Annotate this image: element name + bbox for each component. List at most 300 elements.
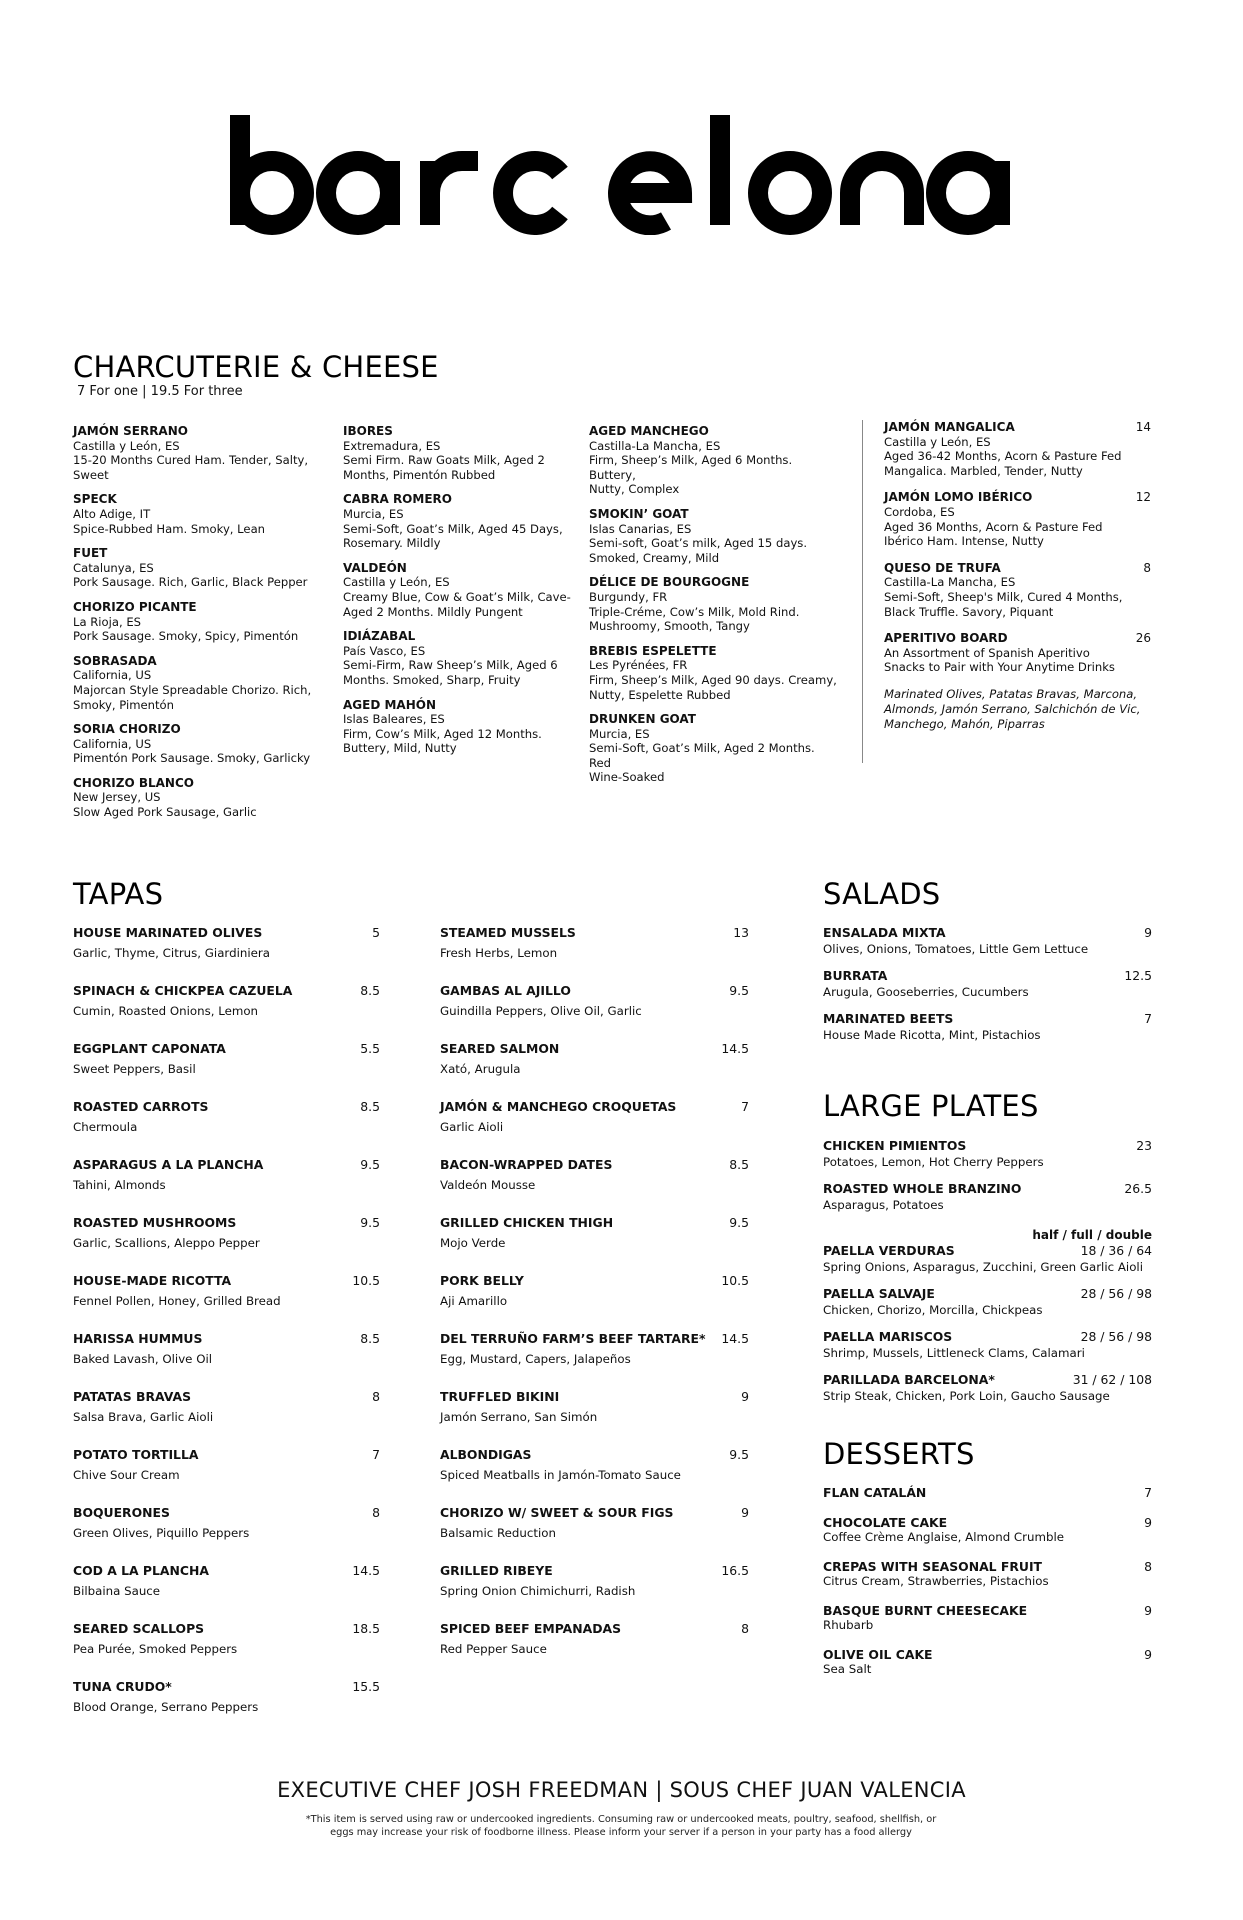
aperitivo-contents	[884, 687, 1151, 732]
item-detail: Buttery, Mild, Nutty	[343, 741, 457, 756]
item-price: 8.5	[360, 983, 380, 998]
charcuterie-item	[884, 561, 1151, 619]
menu-item	[440, 1215, 749, 1273]
item-price: 5	[372, 925, 380, 940]
item-name: SEARED SCALLOPS	[73, 1621, 205, 1636]
item-header	[73, 1215, 380, 1230]
menu-item	[73, 1505, 380, 1563]
item-detail: Aged 36 Months, Acorn & Pasture Fed	[884, 519, 1103, 534]
item-header	[823, 1485, 1152, 1500]
item-price: 9	[1144, 1515, 1152, 1530]
item-description: Olives, Onions, Tomatoes, Little Gem Lettuce	[823, 942, 1089, 956]
item-header	[823, 1603, 1152, 1618]
item-name: ENSALADA MIXTA	[823, 925, 946, 940]
item-name: CABRA ROMERO	[343, 492, 452, 507]
menu-item	[823, 1329, 1152, 1360]
item-name: HOUSE-MADE RICOTTA	[73, 1273, 232, 1288]
item-name: FLAN CATALÁN	[823, 1485, 927, 1500]
item-detail: California, US	[73, 668, 152, 683]
item-description: Sweet Peppers, Basil	[73, 1062, 196, 1076]
menu-item	[823, 1243, 1152, 1274]
item-name: DÉLICE DE BOURGOGNE	[589, 575, 750, 590]
item-detail: Wine-Soaked	[589, 770, 665, 785]
item-name: SMOKIN’ GOAT	[589, 506, 689, 521]
menu-item	[440, 1447, 749, 1505]
item-header	[823, 1515, 1152, 1530]
menu-item	[73, 1621, 380, 1679]
item-detail: Murcia, ES	[343, 506, 404, 521]
item-detail: Rosemary. Mildly	[343, 536, 441, 551]
item-detail: Extremadura, ES	[343, 438, 441, 453]
disclaimer-line-1: *This item is served using raw or undercooked ingredients. Consuming raw or undercooked meats, poultry, seafood, shellfish, or	[305, 1814, 937, 1825]
item-name: CHOCOLATE CAKE	[823, 1515, 948, 1530]
item-header	[823, 1559, 1152, 1574]
item-header	[823, 1181, 1152, 1196]
item-header	[440, 925, 749, 940]
item-header	[823, 1243, 1152, 1258]
menu-item	[73, 1563, 380, 1621]
item-description: Shrimp, Mussels, Littleneck Clams, Calamari	[823, 1346, 1085, 1360]
aperitivo-detail: Almonds, Jamón Serrano, Salchichón de Vic,	[884, 701, 1141, 716]
item-name: GRILLED CHICKEN THIGH	[440, 1215, 614, 1230]
item-description: Potatoes, Lemon, Hot Cherry Peppers	[823, 1155, 1044, 1169]
menu-item	[823, 1181, 1152, 1212]
item-price: 8	[372, 1389, 380, 1404]
item-detail: Castilla-La Mancha, ES	[884, 575, 1016, 590]
item-price: 8	[1144, 1559, 1152, 1574]
item-detail: Cordoba, ES	[884, 504, 955, 519]
item-header	[73, 1041, 380, 1056]
item-detail: Triple-Créme, Cow’s Milk, Mold Rind.	[589, 604, 800, 619]
item-header	[440, 1389, 749, 1404]
item-name: QUESO DE TRUFA	[884, 560, 1001, 575]
item-header	[823, 1372, 1152, 1387]
menu-item	[823, 1559, 1152, 1588]
item-header	[73, 1099, 380, 1114]
item-price: 8	[1143, 560, 1151, 575]
item-header	[884, 561, 1151, 576]
item-description: Chive Sour Cream	[73, 1468, 180, 1482]
item-name: EGGPLANT CAPONATA	[73, 1041, 226, 1056]
item-detail: Alto Adige, IT	[73, 506, 151, 521]
item-description: Fennel Pollen, Honey, Grilled Bread	[73, 1294, 281, 1308]
charcuterie-title: CHARCUTERIE & CHEESE	[73, 350, 439, 384]
menu-item	[73, 1389, 380, 1447]
item-name: CHICKEN PIMIENTOS	[823, 1138, 967, 1153]
aperitivo-detail: Manchego, Mahón, Piparras	[884, 716, 1045, 731]
item-price: 7	[1144, 1011, 1152, 1026]
item-header	[884, 420, 1151, 435]
menu-item	[440, 1157, 749, 1215]
item-description: Coffee Crème Anglaise, Almond Crumble	[823, 1530, 1065, 1544]
item-header	[73, 1157, 380, 1172]
desserts-list	[823, 1485, 1152, 1691]
item-name: ROASTED WHOLE BRANZINO	[823, 1181, 1022, 1196]
item-detail: Castilla y León, ES	[73, 438, 180, 453]
charcuterie-item	[884, 420, 1151, 478]
item-detail: Smoky, Pimentón	[73, 697, 174, 712]
item-header	[884, 490, 1151, 505]
item-description: Balsamic Reduction	[440, 1526, 556, 1540]
item-detail: New Jersey, US	[73, 790, 161, 805]
item-name: HOUSE MARINATED OLIVES	[73, 925, 263, 940]
aperitivo-detail: Marinated Olives, Patatas Bravas, Marcona,	[884, 686, 1138, 701]
item-header	[823, 1138, 1152, 1153]
item-detail: Catalunya, ES	[73, 560, 154, 575]
item-header	[440, 1447, 749, 1462]
item-header	[823, 1011, 1152, 1026]
item-header	[73, 1505, 380, 1520]
tapas-title: TAPAS	[73, 877, 164, 911]
item-price: 9.5	[729, 1447, 749, 1462]
menu-item	[440, 983, 749, 1041]
item-name: CHORIZO W/ SWEET & SOUR FIGS	[440, 1505, 674, 1520]
item-detail: Firm, Sheep’s Milk, Aged 90 days. Creamy,	[589, 672, 837, 687]
item-detail: Semi-Firm, Raw Sheep’s Milk, Aged 6	[343, 658, 558, 673]
item-detail: Pimentón Pork Sausage. Smoky, Garlicky	[73, 751, 311, 766]
item-name: BASQUE BURNT CHEESECAKE	[823, 1603, 1028, 1618]
item-detail: Aged 2 Months. Mildly Pungent	[343, 604, 523, 619]
item-description: Blood Orange, Serrano Peppers	[73, 1700, 259, 1714]
charcuterie-item	[73, 722, 313, 766]
item-detail: Spice-Rubbed Ham. Smoky, Lean	[73, 521, 266, 536]
item-description: Valdeón Mousse	[440, 1178, 536, 1192]
menu-item	[440, 1099, 749, 1157]
item-detail: Nutty, Espelette Rubbed	[589, 687, 731, 702]
item-header	[73, 925, 380, 940]
charcuterie-item	[343, 424, 578, 482]
item-header	[823, 1647, 1152, 1662]
item-header	[73, 983, 380, 998]
item-detail: Slow Aged Pork Sausage, Garlic	[73, 805, 257, 820]
item-price: 28 / 56 / 98	[1080, 1329, 1152, 1344]
item-name: GRILLED RIBEYE	[440, 1563, 553, 1578]
item-description: Egg, Mustard, Capers, Jalapeños	[440, 1352, 631, 1366]
item-price: 8	[741, 1621, 749, 1636]
item-name: GAMBAS AL AJILLO	[440, 983, 571, 998]
item-price: 9	[741, 1505, 749, 1520]
item-detail: 15-20 Months Cured Ham. Tender, Salty,	[73, 453, 309, 468]
item-header	[440, 1041, 749, 1056]
item-name: JAMÓN SERRANO	[73, 424, 188, 438]
item-name: DEL TERRUÑO FARM’S BEEF TARTARE*	[440, 1331, 706, 1346]
item-header	[823, 1329, 1152, 1344]
charcuterie-column-1	[73, 424, 313, 830]
item-detail: País Vasco, ES	[343, 643, 426, 658]
item-description: Arugula, Gooseberries, Cucumbers	[823, 985, 1029, 999]
item-header	[73, 1389, 380, 1404]
item-header	[440, 1157, 749, 1172]
charcuterie-subtitle: 7 For one | 19.5 For three	[77, 384, 243, 399]
menu-item	[823, 925, 1152, 956]
item-header	[440, 1331, 749, 1346]
item-price: 14	[1135, 420, 1151, 434]
charcuterie-item	[343, 492, 578, 550]
item-header	[884, 631, 1151, 646]
item-detail: Smoked, Creamy, Mild	[589, 550, 720, 565]
item-name: AGED MAHÓN	[343, 697, 436, 712]
charcuterie-item	[73, 654, 313, 712]
item-price: 9.5	[360, 1215, 380, 1230]
item-detail: Aged 36-42 Months, Acorn & Pasture Fed	[884, 449, 1122, 464]
item-description: Green Olives, Piquillo Peppers	[73, 1526, 250, 1540]
item-price: 9	[741, 1389, 749, 1404]
item-price: 8.5	[729, 1157, 749, 1172]
menu-item	[73, 1099, 380, 1157]
item-description: Red Pepper Sauce	[440, 1642, 547, 1656]
item-description: Tahini, Almonds	[73, 1178, 166, 1192]
item-price: 9	[1144, 1603, 1152, 1618]
item-description: Chermoula	[73, 1120, 138, 1134]
large-plates-list	[823, 1138, 1152, 1224]
charcuterie-item	[343, 698, 578, 756]
charcuterie-item	[589, 575, 839, 633]
item-description: House Made Ricotta, Mint, Pistachios	[823, 1028, 1041, 1042]
item-name: SORIA CHORIZO	[73, 722, 181, 737]
menu-item	[440, 1273, 749, 1331]
charcuterie-item	[589, 644, 839, 702]
item-price: 31 / 62 / 108	[1072, 1372, 1152, 1387]
item-description: Pea Purée, Smoked Peppers	[73, 1642, 238, 1656]
menu-item	[440, 1041, 749, 1099]
item-name: BACON-WRAPPED DATES	[440, 1157, 613, 1172]
item-header	[440, 983, 749, 998]
item-price: 28 / 56 / 98	[1080, 1286, 1152, 1301]
menu-item	[73, 1679, 380, 1737]
item-price: 7	[741, 1099, 749, 1114]
item-name: ROASTED CARROTS	[73, 1099, 209, 1114]
item-name: PORK BELLY	[440, 1273, 524, 1288]
menu-item	[440, 925, 749, 983]
charcuterie-item	[343, 561, 578, 619]
item-name: TUNA CRUDO*	[73, 1679, 172, 1694]
item-price: 26	[1135, 631, 1151, 646]
menu-item	[823, 1011, 1152, 1042]
item-header	[823, 968, 1152, 983]
column-divider	[862, 420, 863, 763]
item-name: SPINACH & CHICKPEA CAZUELA	[73, 983, 293, 998]
item-detail: Castilla y León, ES	[343, 575, 450, 590]
item-price: 14.5	[352, 1563, 380, 1578]
item-detail: Mushroomy, Smooth, Tangy	[589, 619, 750, 634]
item-detail: Castilla-La Mancha, ES	[589, 438, 721, 453]
tapas-column-1	[73, 925, 380, 1737]
item-header	[823, 925, 1152, 940]
item-description: Spring Onions, Asparagus, Zucchini, Green Garlic Aioli	[823, 1260, 1143, 1274]
item-header	[73, 1621, 380, 1636]
item-description: Asparagus, Potatoes	[823, 1198, 944, 1212]
item-header	[73, 1563, 380, 1578]
item-name: SOBRASADA	[73, 653, 157, 668]
menu-item	[440, 1621, 749, 1679]
menu-item	[73, 925, 380, 983]
item-price: 10.5	[721, 1273, 749, 1288]
menu-item	[440, 1331, 749, 1389]
item-detail: Firm, Sheep’s Milk, Aged 6 Months. Buttery,	[589, 453, 793, 482]
item-detail: Islas Canarias, ES	[589, 521, 692, 536]
tapas-column-2	[440, 925, 749, 1679]
item-name: PAELLA MARISCOS	[823, 1329, 953, 1344]
item-name: DRUNKEN GOAT	[589, 712, 696, 727]
item-detail: Firm, Cow’s Milk, Aged 12 Months.	[343, 726, 542, 741]
item-header	[440, 1621, 749, 1636]
item-header	[73, 1679, 380, 1694]
item-name: STEAMED MUSSELS	[440, 925, 576, 940]
item-description: Guindilla Peppers, Olive Oil, Garlic	[440, 1004, 642, 1018]
item-detail: California, US	[73, 736, 152, 751]
item-price: 9.5	[729, 983, 749, 998]
item-price: 18 / 36 / 64	[1080, 1243, 1152, 1258]
menu-item	[823, 1515, 1152, 1544]
menu-item	[73, 983, 380, 1041]
item-detail: Semi-soft, Goat’s milk, Aged 15 days.	[589, 536, 808, 551]
item-price: 7	[1144, 1485, 1152, 1500]
item-price: 9.5	[729, 1215, 749, 1230]
charcuterie-item	[73, 776, 313, 820]
charcuterie-item	[73, 492, 313, 536]
menu-item	[73, 1273, 380, 1331]
item-price: 9	[1144, 1647, 1152, 1662]
item-description: Sea Salt	[823, 1662, 872, 1676]
charcuterie-column-3	[589, 424, 839, 795]
item-name: CREPAS WITH SEASONAL FRUIT	[823, 1559, 1043, 1574]
item-description: Aji Amarillo	[440, 1294, 508, 1308]
item-price: 5.5	[360, 1041, 380, 1056]
menu-item	[823, 968, 1152, 999]
item-name: SPECK	[73, 492, 117, 507]
item-description: Citrus Cream, Strawberries, Pistachios	[823, 1574, 1049, 1588]
disclaimer-line-2: eggs may increase your risk of foodborne illness. Please inform your server if a person in your party has a food allergy	[330, 1827, 912, 1838]
item-name: PAELLA SALVAJE	[823, 1286, 935, 1301]
item-detail: Mangalica. Marbled, Tender, Nutty	[884, 463, 1083, 478]
barcelona-logo	[230, 115, 1010, 235]
item-description: Salsa Brava, Garlic Aioli	[73, 1410, 214, 1424]
item-name: ROASTED MUSHROOMS	[73, 1215, 237, 1230]
menu-item	[823, 1647, 1152, 1676]
item-name: IBORES	[343, 424, 393, 438]
charcuterie-item	[73, 546, 313, 590]
menu-item	[73, 1041, 380, 1099]
item-detail: Ibérico Ham. Intense, Nutty	[884, 534, 1044, 549]
item-name: PARILLADA BARCELONA*	[823, 1372, 995, 1387]
item-price: 12	[1135, 490, 1151, 505]
item-name: PAELLA VERDURAS	[823, 1243, 955, 1258]
item-detail: Pork Sausage. Smoky, Spicy, Pimentón	[73, 629, 299, 644]
item-name: MARINATED BEETS	[823, 1011, 954, 1026]
salads-list	[823, 925, 1152, 1054]
item-price: 10.5	[352, 1273, 380, 1288]
item-header	[440, 1563, 749, 1578]
item-detail: Pork Sausage. Rich, Garlic, Black Pepper	[73, 575, 308, 590]
menu-item	[823, 1603, 1152, 1632]
item-description: Spiced Meatballs in Jamón-Tomato Sauce	[440, 1468, 681, 1482]
item-name: OLIVE OIL CAKE	[823, 1647, 933, 1662]
menu-item	[440, 1505, 749, 1563]
item-name: AGED MANCHEGO	[589, 424, 709, 438]
item-name: CHORIZO BLANCO	[73, 775, 194, 790]
item-detail: Castilla y León, ES	[884, 434, 991, 449]
item-description: Mojo Verde	[440, 1236, 506, 1250]
paella-list	[823, 1243, 1152, 1415]
item-price: 8.5	[360, 1331, 380, 1346]
item-description: Spring Onion Chimichurri, Radish	[440, 1584, 636, 1598]
item-description: Bilbaina Sauce	[73, 1584, 161, 1598]
menu-item	[440, 1563, 749, 1621]
item-detail: Islas Baleares, ES	[343, 712, 445, 727]
charcuterie-item	[73, 600, 313, 644]
menu-item	[823, 1286, 1152, 1317]
item-name: TRUFFLED BIKINI	[440, 1389, 560, 1404]
item-name: CHORIZO PICANTE	[73, 599, 197, 614]
item-description: Chicken, Chorizo, Morcilla, Chickpeas	[823, 1303, 1043, 1317]
item-header	[440, 1215, 749, 1230]
charcuterie-item	[589, 712, 839, 785]
item-price: 9	[1144, 925, 1152, 940]
item-price: 8	[372, 1505, 380, 1520]
item-name: IDIÁZABAL	[343, 629, 416, 644]
item-name: JAMÓN LOMO IBÉRICO	[884, 490, 1033, 505]
item-description: Jamón Serrano, San Simón	[440, 1410, 598, 1424]
item-price: 14.5	[721, 1331, 749, 1346]
item-detail: Sweet	[73, 467, 109, 482]
item-description: Baked Lavash, Olive Oil	[73, 1352, 213, 1366]
menu-item	[73, 1447, 380, 1505]
raw-food-disclaimer	[271, 1813, 971, 1839]
item-name: FUET	[73, 546, 108, 561]
item-header	[823, 1286, 1152, 1301]
item-price: 26.5	[1124, 1181, 1152, 1196]
item-name: VALDEÓN	[343, 560, 407, 575]
item-description: Strip Steak, Chicken, Pork Loin, Gaucho Sausage	[823, 1389, 1110, 1403]
item-description: Rhubarb	[823, 1618, 874, 1632]
menu-item	[440, 1389, 749, 1447]
menu-item	[73, 1331, 380, 1389]
item-name: BOQUERONES	[73, 1505, 170, 1520]
item-name: ALBONDIGAS	[440, 1447, 532, 1462]
desserts-title: DESSERTS	[823, 1437, 975, 1471]
item-detail: Burgundy, FR	[589, 589, 668, 604]
item-price: 15.5	[352, 1679, 380, 1694]
paella-size-header: half / full / double	[1032, 1228, 1152, 1242]
charcuterie-item	[589, 424, 839, 497]
item-detail: Nutty, Complex	[589, 482, 680, 497]
item-header	[73, 1273, 380, 1288]
item-detail: Semi-Soft, Goat’s Milk, Aged 45 Days,	[343, 521, 563, 536]
item-price: 14.5	[721, 1041, 749, 1056]
item-name: APERITIVO BOARD	[884, 631, 1008, 646]
item-detail: Snacks to Pair with Your Anytime Drinks	[884, 660, 1115, 675]
menu-item	[823, 1372, 1152, 1403]
item-name: SPICED BEEF EMPANADAS	[440, 1621, 622, 1636]
item-price: 12.5	[1124, 968, 1152, 983]
item-detail: An Assortment of Spanish Aperitivo	[884, 645, 1090, 660]
item-detail: Months, Pimentón Rubbed	[343, 467, 496, 482]
item-price: 7	[372, 1447, 380, 1462]
item-header	[440, 1099, 749, 1114]
item-header	[73, 1447, 380, 1462]
item-detail: Majorcan Style Spreadable Chorizo. Rich,	[73, 682, 312, 697]
item-detail: Creamy Blue, Cow & Goat’s Milk, Cave-	[343, 589, 571, 604]
item-name: COD A LA PLANCHA	[73, 1563, 209, 1578]
item-price: 23	[1136, 1138, 1152, 1153]
item-description: Cumin, Roasted Onions, Lemon	[73, 1004, 259, 1018]
item-name: HARISSA HUMMUS	[73, 1331, 203, 1346]
item-description: Fresh Herbs, Lemon	[440, 946, 558, 960]
charcuterie-column-2	[343, 424, 578, 766]
charcuterie-item	[343, 629, 578, 687]
item-header	[440, 1505, 749, 1520]
charcuterie-item	[589, 507, 839, 565]
